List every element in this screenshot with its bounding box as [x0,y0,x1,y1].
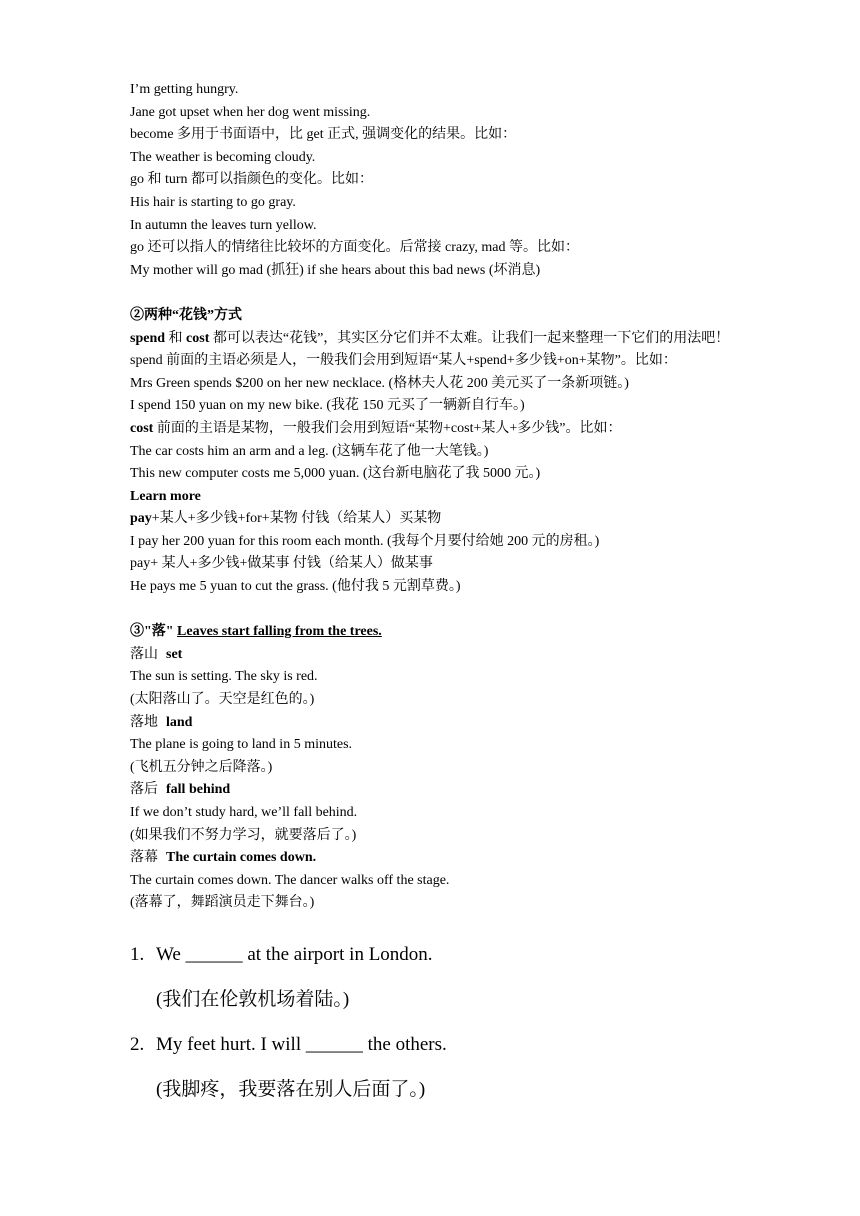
section-intro: spend 和 cost 都可以表达“花钱”，其实区分它们并不太难。让我们一起来整理一下它们的用法吧！ [130,330,730,346]
spacer [130,282,750,305]
example-line: The car costs him an arm and a leg. (这辆车花了他一大笔钱。) [130,443,489,459]
example-line: Mrs Green spends $200 on her new necklace. (格林夫人花 200 美元买了一条新项链。) [130,375,629,391]
text-line: become 多用于书面语中，比 get 正式, 强调变化的结果。比如： [130,127,517,143]
text-line: Jane got upset when her dog went missing. [130,104,371,120]
example-line: The curtain comes down. The dancer walks off the stage. [130,872,450,888]
exercise-translation: (我们在伦敦机场着陆。) [156,988,350,1010]
text-line: I’m getting hungry. [130,82,239,97]
section-spend-cost [130,305,750,599]
heading-example: Leaves start falling from the trees. [177,624,382,640]
text-line: My mother will go mad (抓狂) if she hears about this bad news (坏消息) [130,262,541,278]
exercise-number: 1. [130,943,145,965]
text-line: In autumn the leaves turn yellow. [130,217,317,233]
example-line: He pays me 5 yuan to cut the grass. (他付我 5 元割草费。) [130,579,461,595]
term-line: 落地 land [130,714,193,730]
translation-line: (太阳落山了。天空是红色的。) [130,692,315,708]
example-line: If we don’t study hard, we’ll fall behind. [130,805,358,820]
term-line: 落幕 The curtain comes down. [130,850,317,866]
rule-line: pay+ 某人+多少钱+做某事 付钱（给某人）做某事 [130,556,433,572]
exercise-sentence: We ______ at the airport in London. [156,943,433,965]
example-line: The sun is setting. The sky is red. [130,669,318,685]
intro-block [130,79,750,282]
term-line: 落后 fall behind [130,782,231,798]
exercise-item [130,932,750,977]
rule-line: spend 前面的主语必须是人，一般我们会用到短语“某人+spend+多少钱+on+某物”。比如： [130,353,677,369]
section-heading: ②两种“花钱”方式 [130,307,242,323]
term-line: 落山 set [130,646,183,662]
text-line: The weather is becoming cloudy. [130,149,316,165]
section-heading: ③"落" Leaves start falling from the trees. [130,624,382,640]
term-cost: cost [186,330,210,346]
text-line: go 还可以指人的情绪往比较坏的方面变化。后常接 crazy, mad 等。比如： [130,240,579,256]
example-line: The plane is going to land in 5 minutes. [130,737,353,753]
exercise-item [130,1022,750,1067]
exercise-translation: (我脚疼，我要落在别人后面了。) [156,1078,426,1100]
text-line: His hair is starting to go gray. [130,194,296,210]
rule-line: cost 前面的主语是某物，一般我们会用到短语“某物+cost+某人+多少钱”。比如： [130,420,622,436]
spacer [130,599,750,622]
term-spend: spend [130,330,166,346]
text-line: go 和 turn 都可以指颜色的变化。比如： [130,172,374,188]
example-line: I pay her 200 yuan for this room each month. (我每个月要付给她 200 元的房租。) [130,533,600,549]
document-page [130,79,750,1112]
spacer [130,915,750,932]
exercise-number: 2. [130,1033,145,1055]
translation-line: (落幕了，舞蹈演员走下舞台。) [130,895,315,911]
example-line: I spend 150 yuan on my new bike. (我花 150 元买了一辆新自行车。) [130,398,525,414]
learn-more-heading: Learn more [130,488,201,504]
translation-line: (飞机五分钟之后降落。) [130,759,273,775]
exercise-list [130,932,750,1112]
rule-line: pay+某人+多少钱+for+某物 付钱（给某人）买某物 [130,511,442,527]
exercise-sentence: My feet hurt. I will ______ the others. [156,1033,447,1055]
translation-line: (如果我们不努力学习，就要落后了。) [130,827,357,843]
example-line: This new computer costs me 5,000 yuan. (这台新电脑花了我 5000 元。) [130,466,541,482]
section-luo [130,621,750,915]
